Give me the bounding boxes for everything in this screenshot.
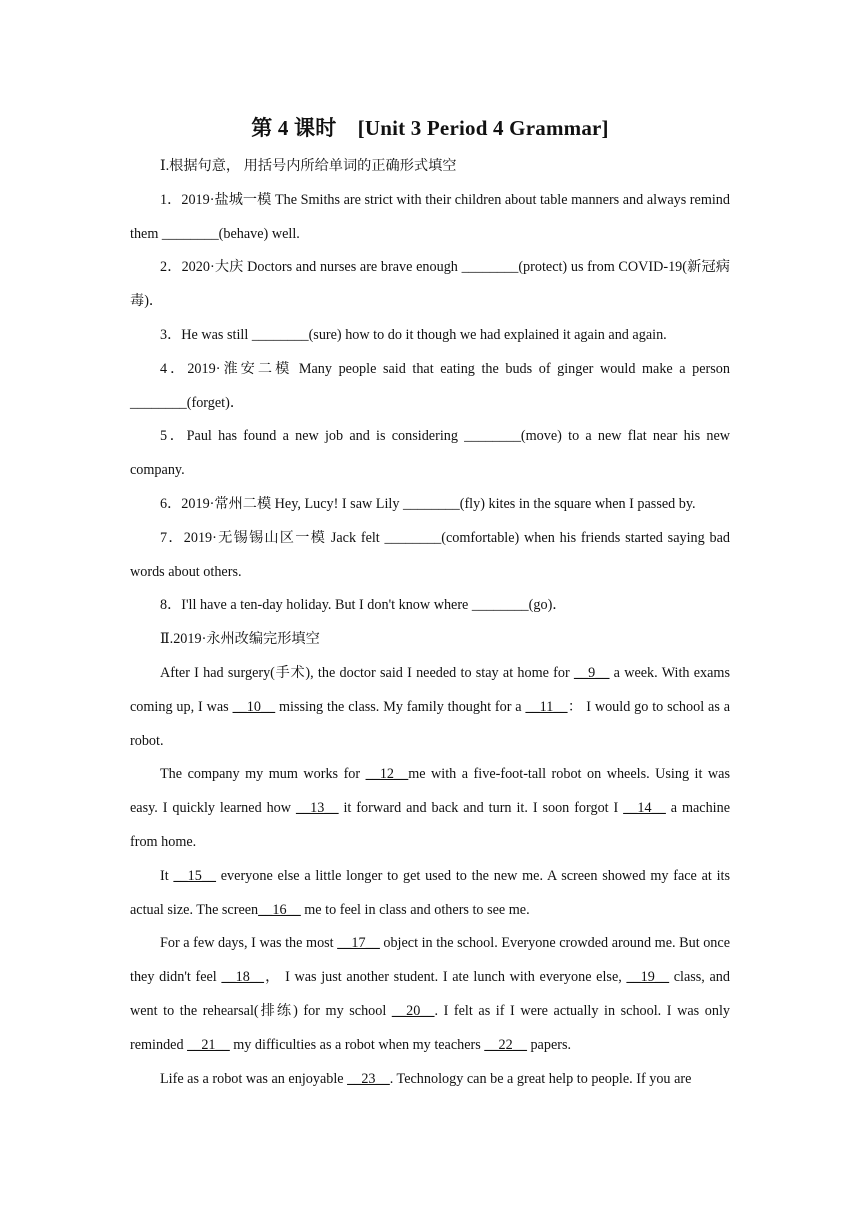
blank-15: __15__ bbox=[173, 867, 216, 884]
blank-20: __20__ bbox=[391, 1002, 435, 1019]
question-7: 7．2019·无锡锡山区一模 Jack felt ________(comfortable) when his friends started saying bad words about others. bbox=[130, 529, 730, 580]
blank-13: __13__ bbox=[295, 800, 339, 817]
blank-12: __12__ bbox=[365, 766, 409, 783]
text: For a few days, I was the most bbox=[160, 935, 338, 952]
text: class, and went to the rehearsal(排练) for my school bbox=[130, 969, 730, 1019]
blank-21: __21__ bbox=[187, 1036, 230, 1053]
question-6: 6．2019·常州二模 Hey, Lucy! I saw Lily ________(fly) kites in the square when I passed by. bbox=[160, 495, 696, 512]
text: missing the class. My family thought for a bbox=[275, 698, 526, 715]
cloze-paragraph-5 bbox=[130, 1063, 730, 1097]
cloze-paragraph-3 bbox=[130, 860, 730, 928]
text: a machine from home. bbox=[130, 800, 730, 850]
page-title: 第 4 课时 [Unit 3 Period 4 Grammar] bbox=[251, 116, 609, 140]
cloze-paragraph-4 bbox=[130, 927, 730, 1062]
text: a week. With exams coming up, I was bbox=[130, 664, 730, 715]
blank-23: __23__ bbox=[347, 1070, 390, 1087]
blank-19: __19__ bbox=[626, 969, 670, 986]
blank-17: __17__ bbox=[337, 935, 380, 952]
blank-18: __18__ bbox=[221, 969, 264, 986]
text: me to feel in class and others to see me. bbox=[300, 901, 530, 918]
blank-9: __9__ bbox=[573, 664, 610, 681]
text: . I felt as if I were actually in school. I was only reminded bbox=[130, 1002, 730, 1053]
text: ： I would go to school as a robot. bbox=[130, 698, 731, 749]
text: my difficulties as a robot when my teachers bbox=[229, 1036, 485, 1053]
blank-22: __22__ bbox=[484, 1036, 527, 1053]
question-5: 5．Paul has found a new job and is considering ________(move) to a new flat near his new company. bbox=[130, 428, 730, 479]
text: . Technology can be a great help to people. If you are bbox=[389, 1070, 692, 1087]
question-4: 4．2019·淮安二模 Many people said that eating the buds of ginger would make a person ________(forget)． bbox=[130, 360, 730, 411]
worksheet-body bbox=[130, 150, 730, 1096]
text: The company my mum works for bbox=[160, 766, 366, 783]
section-2-heading: Ⅱ.2019·永州改编完形填空 bbox=[160, 631, 320, 648]
text: It bbox=[160, 867, 174, 884]
blank-10: __10__ bbox=[232, 698, 276, 715]
text: ， I was just another student. I ate lunch with everyone else, bbox=[264, 969, 627, 986]
text: object in the school. Everyone crowded around me. But once they didn't feel bbox=[130, 935, 730, 986]
blank-14: __14__ bbox=[623, 800, 666, 817]
blank-16: __16__ bbox=[258, 901, 301, 918]
question-3: 3．He was still ________(sure) how to do it though we had explained it again and again. bbox=[160, 326, 667, 343]
text: papers. bbox=[526, 1036, 572, 1053]
text: me with a five-foot-tall robot on wheels. Using it was easy. I quickly learned how bbox=[130, 766, 731, 817]
cloze-paragraph-2 bbox=[130, 758, 730, 859]
text: everyone else a little longer to get used to the new me. A screen showed my face at its actual size. The screen bbox=[130, 867, 730, 918]
question-2: 2．2020·大庆 Doctors and nurses are brave enough ________(protect) us from COVID-19(新冠病毒)． bbox=[130, 259, 730, 310]
blank-11: __11__ bbox=[525, 698, 568, 715]
question-1: 1．2019·盐城一模 The Smiths are strict with their children about table manners and always remind them ________(behave) well. bbox=[130, 191, 730, 242]
cloze-paragraph-1 bbox=[130, 657, 730, 758]
text: it forward and back and turn it. I soon forgot I bbox=[338, 800, 624, 817]
section-1-heading: Ⅰ.根据句意， 用括号内所给单词的正确形式填空 bbox=[160, 158, 457, 174]
question-8: 8．I'll have a ten-day holiday. But I don't know where ________(go)． bbox=[160, 597, 567, 614]
text: Life as a robot was an enjoyable bbox=[160, 1070, 348, 1087]
text: After I had surgery(手术), the doctor said I needed to stay at home for bbox=[160, 664, 574, 681]
